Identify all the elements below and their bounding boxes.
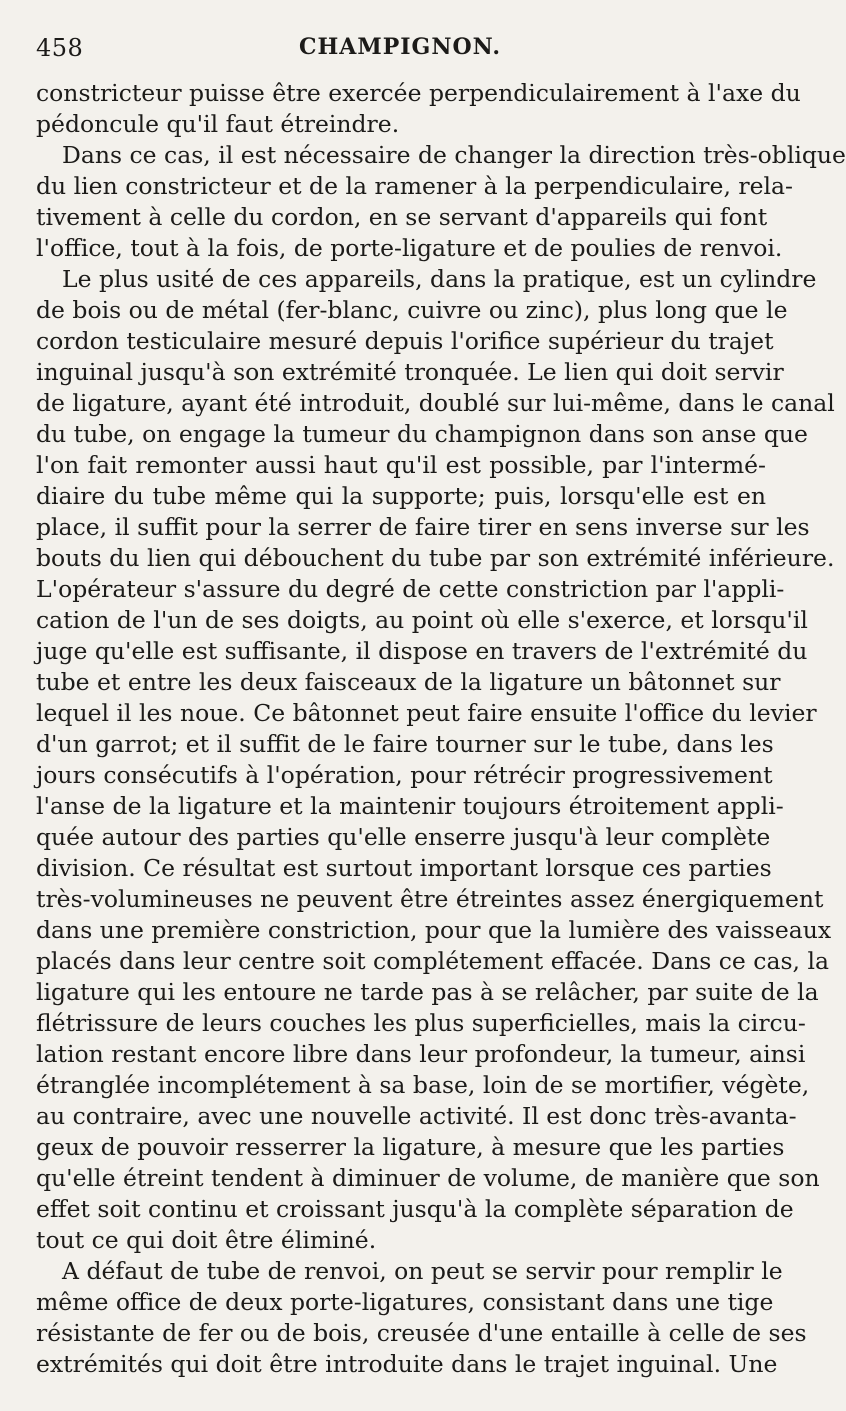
text-line: quée autour des parties qu'elle enserre jusqu'à leur complète	[36, 823, 771, 851]
text-line: A défaut de tube de renvoi, on peut se servir pour remplir le	[62, 1257, 783, 1285]
text-line: extrémités qui doit être introduite dans le trajet inguinal. Une	[36, 1350, 778, 1378]
text-line: au contraire, avec une nouvelle activité. Il est donc très-avanta-	[36, 1102, 797, 1130]
text-line: du lien constricteur et de la ramener à la perpendiculaire, rela-	[36, 172, 793, 200]
text-line: de ligature, ayant été introduit, doublé sur lui-même, dans le canal	[36, 389, 835, 417]
text-line: tout ce qui doit être éliminé.	[36, 1226, 377, 1254]
text-line: pédoncule qu'il faut étreindre.	[36, 110, 400, 138]
text-line: division. Ce résultat est surtout important lorsque ces parties	[36, 854, 772, 882]
text-line: très-volumineuses ne peuvent être étreintes assez énergiquement	[36, 885, 824, 913]
text-line: de bois ou de métal (fer-blanc, cuivre ou zinc), plus long que le	[36, 296, 788, 324]
text-line: étranglée incomplétement à sa base, loin de se mortifier, végète,	[36, 1071, 810, 1099]
text-line: lation restant encore libre dans leur profondeur, la tumeur, ainsi	[36, 1040, 806, 1068]
text-line: l'anse de la ligature et la maintenir toujours étroitement appli-	[36, 792, 784, 820]
text-line: Dans ce cas, il est nécessaire de changer la direction très-oblique	[62, 141, 846, 169]
text-line: ligature qui les entoure ne tarde pas à se relâcher, par suite de la	[36, 978, 819, 1006]
text-line: du tube, on engage la tumeur du champignon dans son anse que	[36, 420, 808, 448]
running-title: CHAMPIGNON.	[299, 34, 501, 60]
text-line: résistante de fer ou de bois, creusée d'une entaille à celle de ses	[36, 1319, 807, 1347]
text-line: Le plus usité de ces appareils, dans la pratique, est un cylindre	[62, 265, 817, 293]
text-line: qu'elle étreint tendent à diminuer de volume, de manière que son	[36, 1164, 820, 1192]
text-line: dans une première constriction, pour que la lumière des vaisseaux	[36, 916, 832, 944]
text-line: L'opérateur s'assure du degré de cette constriction par l'appli-	[36, 575, 785, 603]
text-line: flétrissure de leurs couches les plus superficielles, mais la circu-	[36, 1009, 806, 1037]
text-line: geux de pouvoir resserrer la ligature, à mesure que les parties	[36, 1133, 785, 1161]
page-header	[0, 28, 800, 68]
text-line: place, il suffit pour la serrer de faire tirer en sens inverse sur les	[36, 513, 810, 541]
text-line: effet soit continu et croissant jusqu'à la complète séparation de	[36, 1195, 794, 1223]
text-line: bouts du lien qui débouchent du tube par son extrémité inférieure.	[36, 544, 835, 572]
text-line: constricteur puisse être exercée perpendiculairement à l'axe du	[36, 79, 801, 107]
text-line: lequel il les noue. Ce bâtonnet peut faire ensuite l'office du levier	[36, 699, 817, 727]
text-line: jours consécutifs à l'opération, pour rétrécir progressivement	[36, 761, 773, 789]
text-line: tube et entre les deux faisceaux de la ligature un bâtonnet sur	[36, 668, 781, 696]
text-line: tivement à celle du cordon, en se servant d'appareils qui font	[36, 203, 768, 231]
text-line: d'un garrot; et il suffit de le faire tourner sur le tube, dans les	[36, 730, 774, 758]
text-line: diaire du tube même qui la supporte; puis, lorsqu'elle est en	[36, 482, 766, 510]
text-line: l'office, tout à la fois, de porte-ligature et de poulies de renvoi.	[36, 234, 783, 262]
page-number: 458	[36, 34, 84, 62]
text-line: cordon testiculaire mesuré depuis l'orifice supérieur du trajet	[36, 327, 774, 355]
text-line: inguinal jusqu'à son extrémité tronquée. Le lien qui doit servir	[36, 358, 784, 386]
text-line: même office de deux porte-ligatures, consistant dans une tige	[36, 1288, 774, 1316]
text-line: juge qu'elle est suffisante, il dispose en travers de l'extrémité du	[36, 637, 808, 665]
text-line: placés dans leur centre soit complétement effacée. Dans ce cas, la	[36, 947, 829, 975]
text-line: cation de l'un de ses doigts, au point où elle s'exerce, et lorsqu'il	[36, 606, 808, 634]
body-text	[36, 78, 846, 1380]
text-line: l'on fait remonter aussi haut qu'il est possible, par l'intermé-	[36, 451, 766, 479]
